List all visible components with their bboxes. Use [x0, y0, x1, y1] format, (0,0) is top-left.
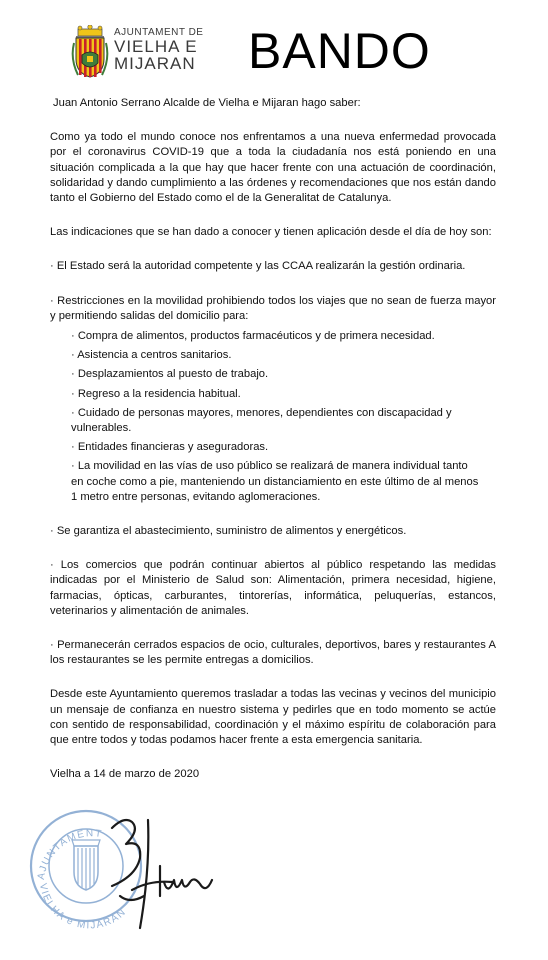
- paragraph-context: Como ya todo el mundo conoce nos enfrentamos a una nueva enfermedad provocada por el coronavirus COVID-19 que a toda la ciudadanía nos está poniendo en una situación complicada a la que hay que hacer frente con una actuación de coordinación, solidaridad y dando cumplimiento a las órdenes y recomendaciones que nos están dando tanto el Gobierno del Estado como el de la Generalitat de Catalunya.: [50, 131, 496, 205]
- list-item: · Desplazamientos al puesto de trabajo.: [71, 368, 269, 381]
- list-item: · Regreso a la residencia habitual.: [71, 387, 241, 400]
- signing-date: Vielha a 14 de marzo de 2020: [50, 768, 200, 781]
- list-item: · Compra de alimentos, productos farmacéuticos y de primera necesidad.: [71, 330, 435, 343]
- list-item: · Entidades financieras y aseguradoras.: [71, 441, 269, 454]
- wordmark-line-1: AJUNTAMENT DE: [114, 27, 204, 38]
- seal-bottom-text: VIELHA e MIJARAN: [36, 882, 129, 932]
- wordmark-line-2: VIELHA E: [114, 37, 198, 56]
- signature-area: [0, 800, 548, 960]
- mayor-signature-icon: [0, 800, 548, 960]
- seal-top-text: AJUNTAMENT: [35, 828, 104, 881]
- paragraph-authority: · El Estado será la autoridad competente y las CCAA realizarán la gestión ordinaria.: [50, 260, 466, 273]
- paragraph-indications: Las indicaciones que se han dado a conocer y tienen aplicación desde el día de hoy son:: [50, 226, 492, 239]
- list-item: · Cuidado de personas mayores, menores, dependientes con discapacidad y vulnerables.: [71, 406, 452, 435]
- list-item: · Asistencia a centros sanitarios.: [71, 349, 232, 362]
- paragraph-supply: · Se garantiza el abastecimiento, suministro de alimentos y energéticos.: [50, 525, 407, 538]
- paragraph-closures: · Permanecerán cerrados espacios de ocio, culturales, deportivos, bares y restaurantes A los restaurantes se les permite entregas a domicilios.: [50, 639, 496, 667]
- paragraph-shops: · Los comercios que podrán continuar abiertos al público respetando las medidas indicadas por el Ministerio de Salud son: Alimentación, primera necesidad, higiene, farmacias, ópticas, carburantes, tintorerías, informática, peluquerías, estancos, veterinarios y alimentación de animales.: [50, 559, 496, 617]
- document-header: [0, 0, 548, 90]
- paragraph-closing-message: Desde este Ayuntamiento queremos trasladar a todas las vecinas y vecinos del municipio un mensaje de confianza en nuestro sistema y pedirles que en todo momento se actúe con sentido de responsabilidad, coordinación y el máximo espíritu de colaboración para que entre todos y todas podamos hacer frente a esta emergencia sanitaria.: [50, 688, 496, 747]
- municipal-coat-of-arms-icon: [70, 25, 110, 79]
- paragraph-mobility: · Restricciones en la movilidad prohibiendo todos los viajes que no sean de fuerza mayor y permitiendo salidas del domicilio para:: [50, 294, 496, 322]
- intro-line: Juan Antonio Serrano Alcalde de Vielha e Mijaran hago saber:: [53, 97, 361, 109]
- list-item: · La movilidad en las vías de uso público se realizará de manera individual tanto en coche como a pie, manteniendo un distanciamiento en este último de al menos 1 metro entre personas, evitando aglomeraciones.: [71, 460, 479, 503]
- municipality-wordmark: [114, 27, 203, 72]
- document-title: BANDO: [248, 23, 431, 79]
- document-body: [50, 96, 496, 783]
- wordmark-line-3: MIJARAN: [114, 54, 196, 73]
